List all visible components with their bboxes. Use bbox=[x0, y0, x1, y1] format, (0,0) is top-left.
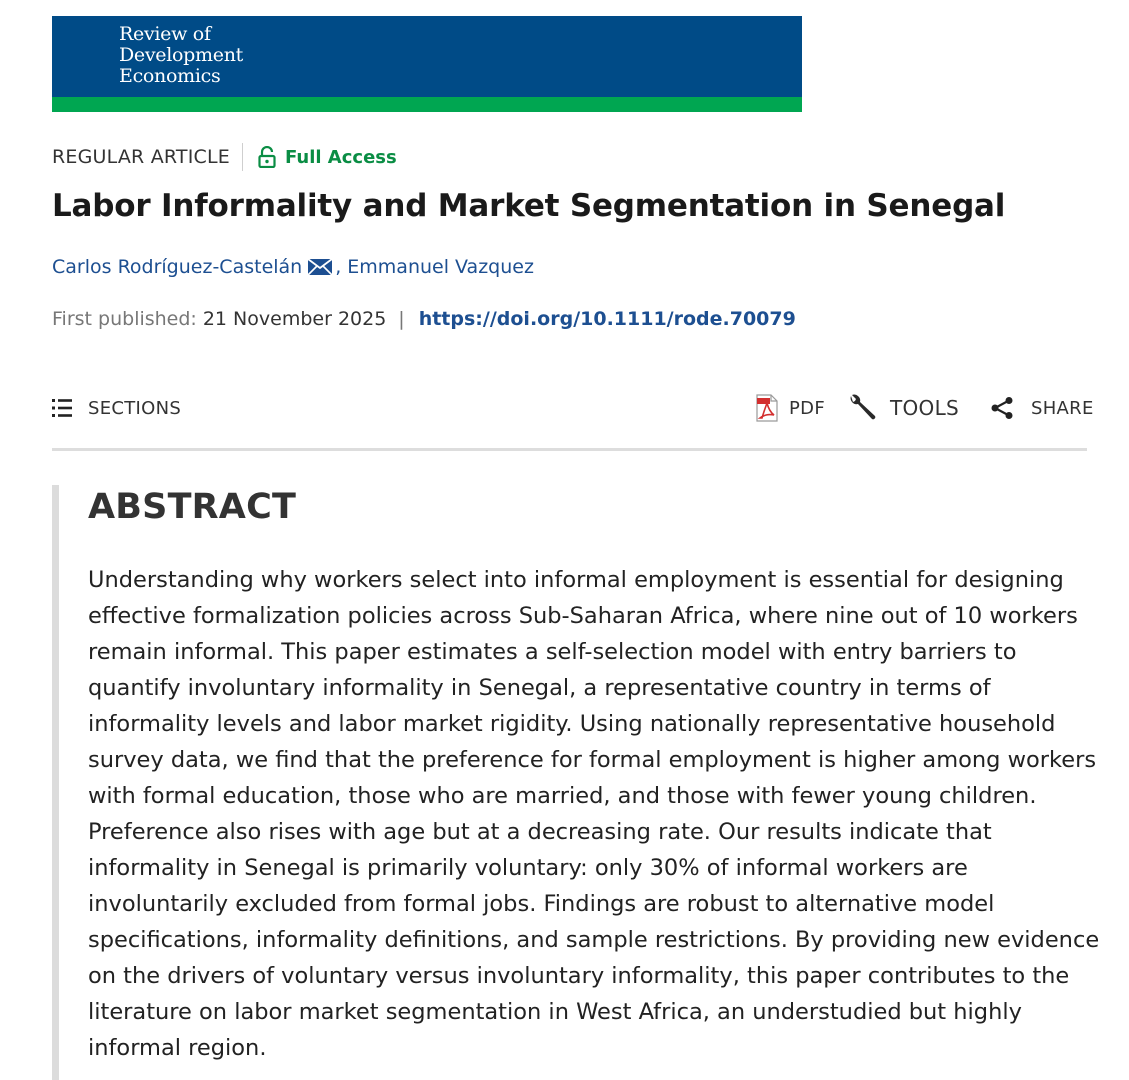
abstract-line: involuntarily excluded from formal jobs. Findings are robust to alternative model bbox=[88, 891, 995, 917]
journal-banner[interactable] bbox=[52, 16, 802, 112]
article-title: Labor Informality and Market Segmentation in Senegal bbox=[52, 188, 1006, 224]
abstract-line: informality levels and labor market rigidity. Using nationally representative household bbox=[88, 711, 1056, 737]
abstract-line: specifications, informality definitions, and sample restrictions. By providing new evidence bbox=[88, 927, 1100, 953]
tools-label: TOOLS bbox=[890, 396, 960, 420]
abstract-line: with formal education, those who are married, and those with fewer young children. bbox=[88, 783, 1037, 809]
abstract-line: quantify involuntary informality in Senegal, a representative country in terms of bbox=[88, 675, 991, 701]
share-icon bbox=[990, 396, 1014, 420]
abstract-line: survey data, we find that the preference for formal employment is higher among workers bbox=[88, 747, 1097, 773]
article-toolbar bbox=[52, 390, 1094, 426]
email-icon[interactable] bbox=[307, 258, 333, 276]
abstract-body bbox=[88, 562, 1100, 1066]
journal-logo-line: Review of bbox=[119, 23, 211, 45]
pdf-button[interactable] bbox=[755, 390, 825, 426]
pdf-file-icon bbox=[755, 394, 779, 422]
author-separator: , bbox=[335, 256, 342, 278]
abstract-line: Preference also rises with age but at a decreasing rate. Our results indicate that bbox=[88, 819, 992, 845]
meta-divider bbox=[242, 143, 243, 171]
journal-logo-line: Economics bbox=[119, 65, 221, 87]
banner-accent-stripe bbox=[52, 97, 802, 112]
article-type: REGULAR ARTICLE bbox=[52, 146, 230, 168]
pdf-label: PDF bbox=[789, 397, 825, 419]
open-lock-icon bbox=[258, 146, 276, 168]
abstract-side-bar bbox=[52, 485, 59, 1080]
tools-button[interactable] bbox=[847, 390, 959, 426]
author-link[interactable]: Carlos Rodríguez-Castelán bbox=[52, 256, 303, 278]
sections-label: SECTIONS bbox=[88, 397, 182, 419]
first-published-date: 21 November 2025 bbox=[202, 308, 387, 330]
journal-logo-line: Development bbox=[119, 44, 243, 66]
article-meta bbox=[52, 143, 397, 171]
abstract-line: on the drivers of voluntary versus involuntary informality, this paper contributes to the bbox=[88, 963, 1070, 989]
publication-info bbox=[52, 308, 796, 330]
abstract-line: remain informal. This paper estimates a self-selection model with entry barriers to bbox=[88, 639, 1017, 665]
share-label: SHARE bbox=[1031, 397, 1094, 419]
abstract-line: effective formalization policies across Sub-Saharan Africa, where nine out of 10 workers bbox=[88, 603, 1078, 629]
journal-logo bbox=[119, 24, 243, 87]
abstract-line: literature on labor market segmentation in West Africa, an understudied but highly bbox=[88, 999, 1022, 1025]
author-link[interactable]: Emmanuel Vazquez bbox=[347, 256, 534, 278]
toolbar-divider bbox=[52, 448, 1087, 451]
share-button[interactable] bbox=[990, 390, 1094, 426]
list-icon bbox=[52, 398, 74, 418]
first-published-label: First published: bbox=[52, 308, 197, 330]
abstract-heading: ABSTRACT bbox=[88, 487, 297, 527]
author-list bbox=[52, 256, 534, 278]
wrench-icon bbox=[847, 393, 877, 423]
abstract-line: informal region. bbox=[88, 1035, 267, 1061]
abstract-line: Understanding why workers select into informal employment is essential for designing bbox=[88, 567, 1064, 593]
access-status: Full Access bbox=[284, 146, 397, 168]
sections-button[interactable] bbox=[52, 390, 181, 426]
doi-link[interactable]: https://doi.org/10.1111/rode.70079 bbox=[418, 308, 796, 330]
abstract-line: informality in Senegal is primarily voluntary: only 30% of informal workers are bbox=[88, 855, 968, 881]
pub-separator: | bbox=[398, 308, 405, 330]
